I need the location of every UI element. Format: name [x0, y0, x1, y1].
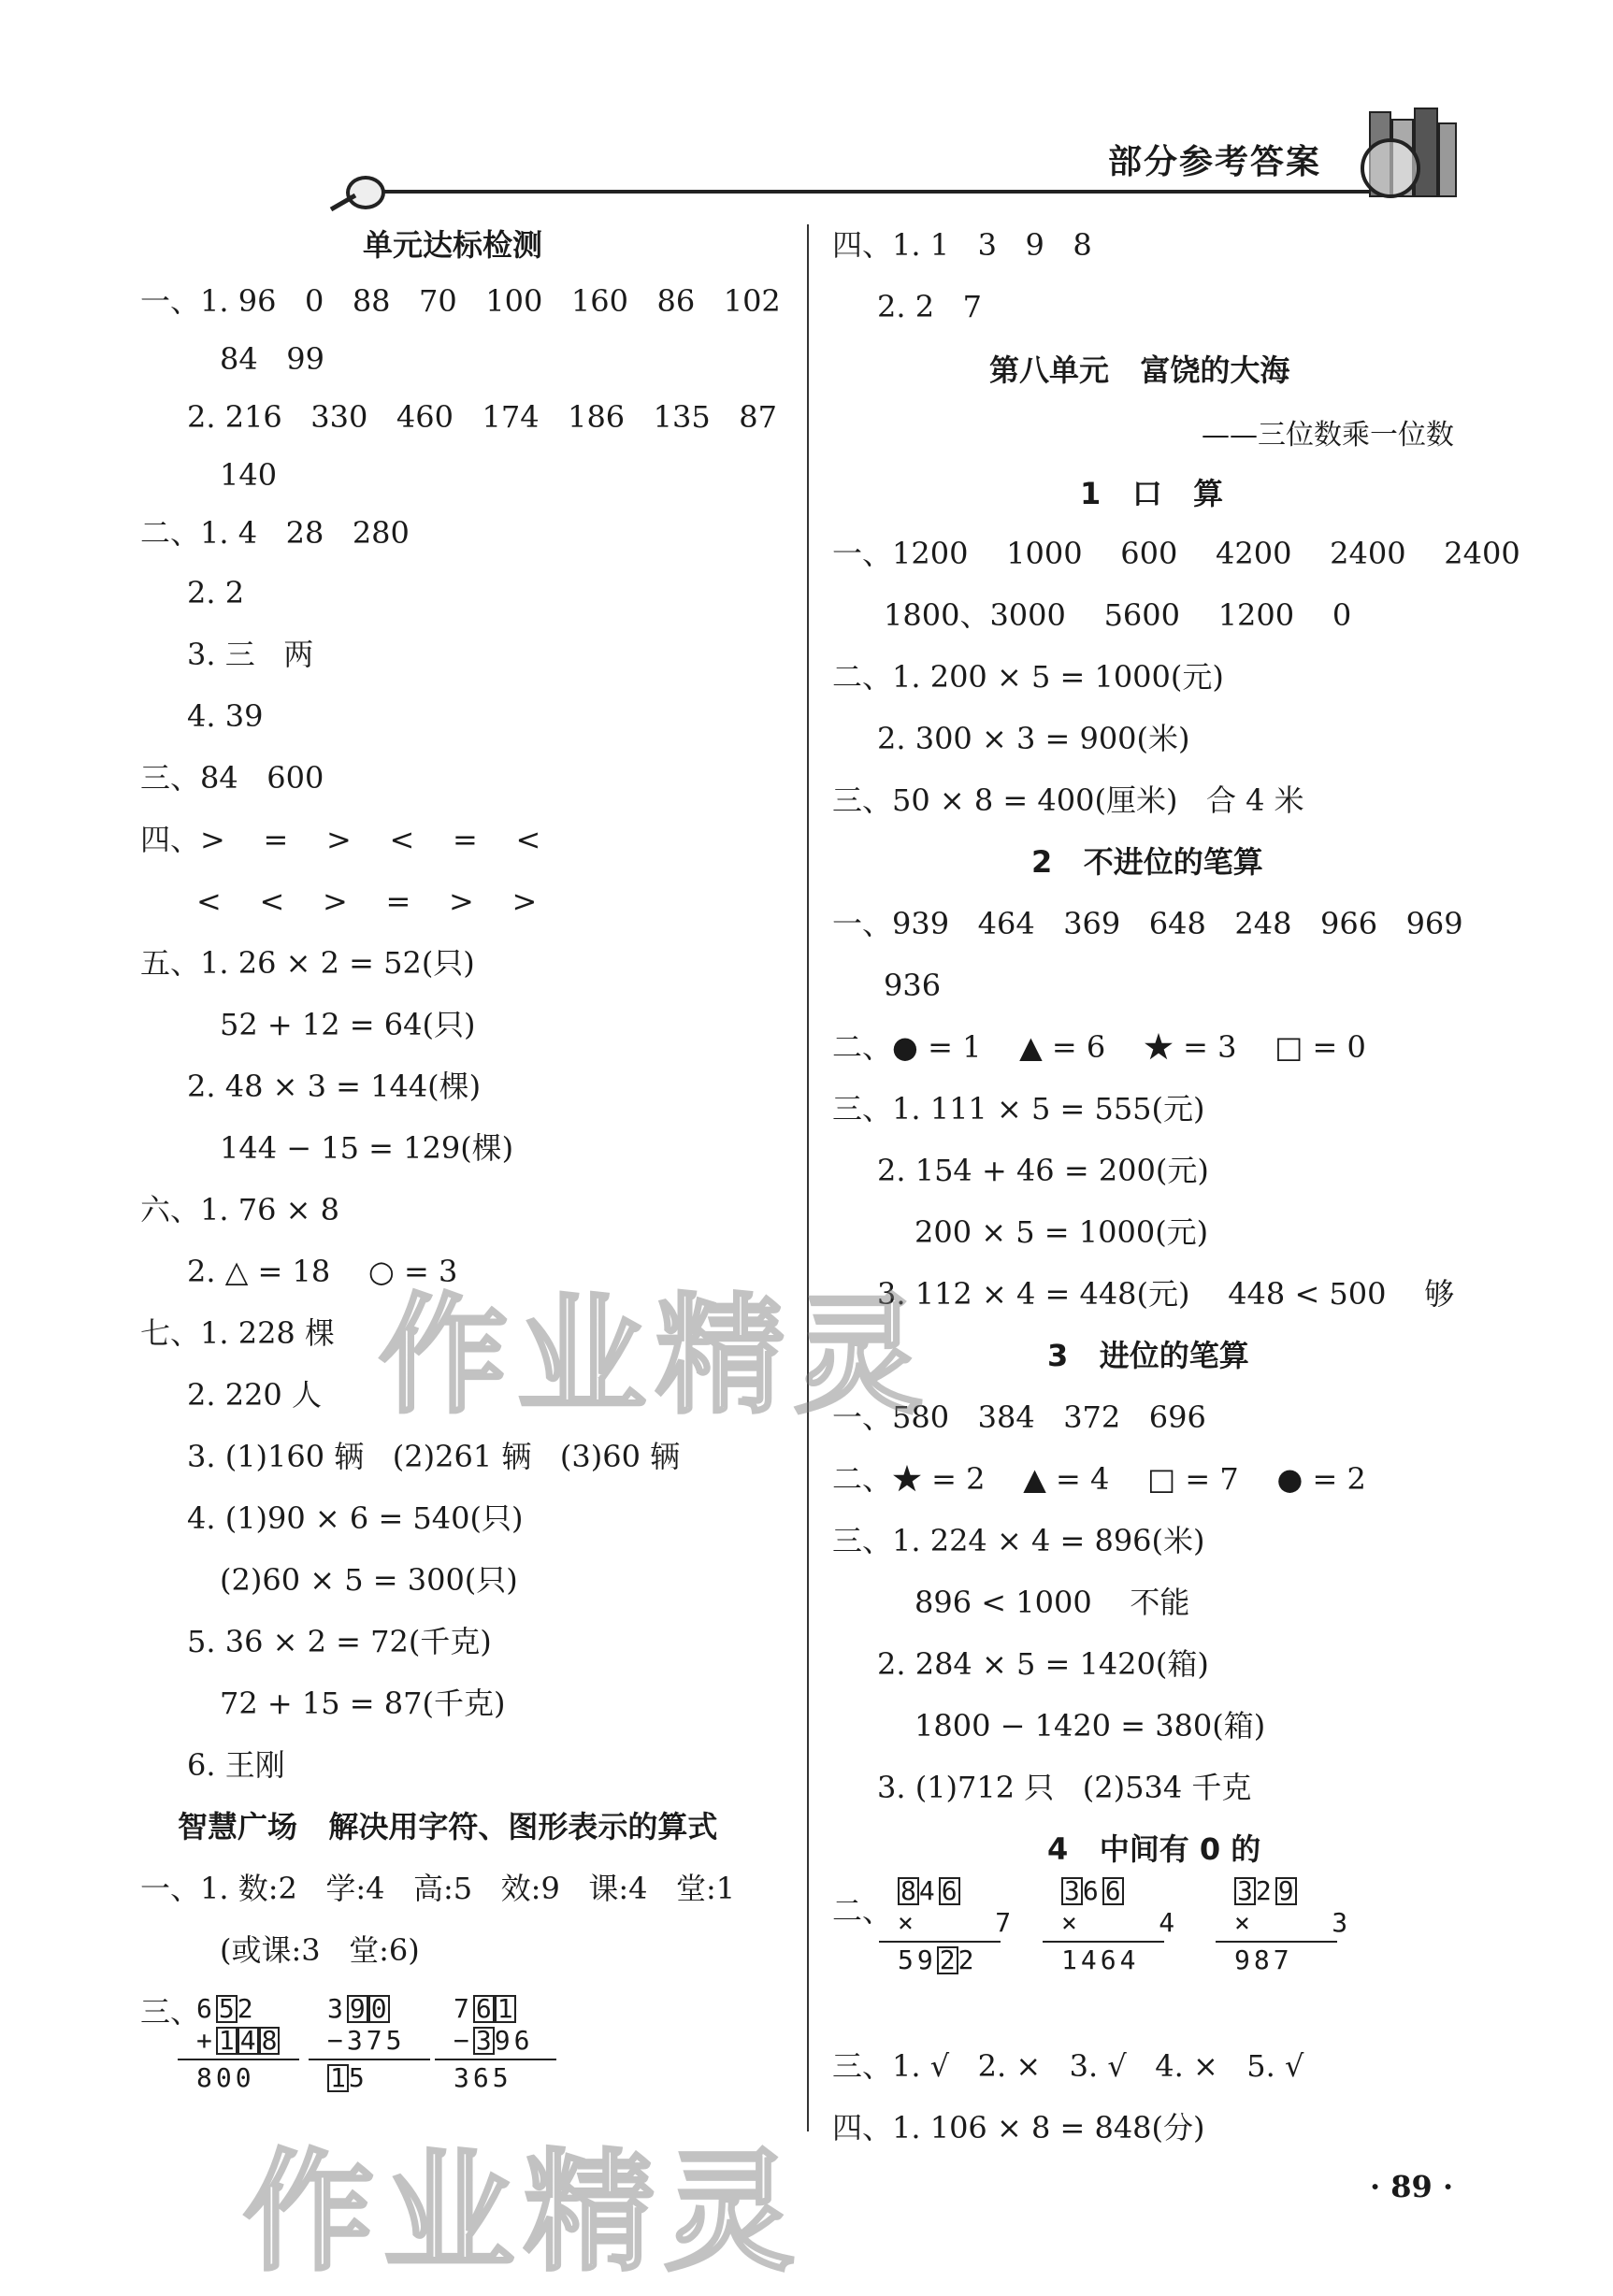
left-line-7: 3. 三 两: [187, 637, 314, 672]
right-line-27: 三、1. √ 2. × 3. √ 4. × 5. √: [832, 2048, 1304, 2084]
right-line-20: 三、1. 224 × 4 = 896(米): [832, 1523, 1205, 1558]
left-line-9: 三、84 600: [140, 760, 324, 796]
right-calc-0-res: 59 2 2: [898, 1944, 978, 1975]
right-line-19: 二、★ = 2 ▲ = 4 □ = 7 ● = 2: [832, 1461, 1366, 1497]
right-line-23: 1800 − 1420 = 380(箱): [915, 1708, 1266, 1744]
left-line-23: 5. 36 × 2 = 72(千克): [187, 1624, 492, 1659]
right-line-3: 1 口 算: [1080, 476, 1224, 511]
watermark-bottom: 作业精灵: [243, 2137, 805, 2289]
left-line-27: 一、1. 数:2 学:4 高:5 效:9 课:4 堂:1: [140, 1871, 736, 1906]
left-calc-1-res: 1 5: [327, 2062, 368, 2093]
right-line-10: 一、939 464 369 648 248 966 969: [832, 906, 1463, 941]
left-line-17: 2. △ = 18 ○ = 3: [187, 1254, 458, 1289]
left-line-21: 4. (1)90 × 6 = 540(只): [187, 1500, 524, 1536]
left-calc-2-res: 365: [454, 2062, 512, 2093]
left-calc-1-rule: [309, 2059, 430, 2060]
left-line-24: 72 + 15 = 87(千克): [220, 1686, 506, 1721]
right-line-22: 2. 284 × 5 = 1420(箱): [877, 1646, 1209, 1682]
left-line-3: 2. 216 330 460 174 186 135 87: [187, 399, 777, 435]
left-line-1: 一、1. 96 0 88 70 100 160 86 102: [140, 283, 781, 319]
left-line-15: 144 − 15 = 129(棵): [220, 1130, 514, 1166]
left-line-14: 2. 48 × 3 = 144(棵): [187, 1069, 482, 1104]
right-line-17: 3 进位的笔算: [1047, 1338, 1249, 1373]
left-line-20: 3. (1)160 辆 (2)261 辆 (3)60 辆: [187, 1439, 681, 1474]
left-calc-2-op: − 3 96: [454, 2025, 534, 2056]
unit-subtitle: ——三位数乘一位数: [1202, 419, 1454, 452]
column-divider: [807, 224, 809, 2131]
left-calc-0-rule: [178, 2059, 299, 2060]
left-line-25: 6. 王刚: [187, 1747, 285, 1783]
left-line-26: 智慧广场 解决用字符、图形表示的算式: [178, 1809, 718, 1844]
left-line-10: 四、> = > < = <: [140, 822, 541, 857]
left-line-2: 84 99: [220, 341, 324, 377]
left-line-4: 140: [220, 457, 278, 493]
right-calc-1-rule: [1043, 1941, 1164, 1943]
left-line-19: 2. 220 人: [187, 1377, 322, 1413]
left-line-5: 二、1. 4 28 280: [140, 515, 410, 551]
right-line-0: 四、1. 1 3 9 8: [832, 227, 1092, 263]
right-calc-2-rule: [1216, 1941, 1337, 1943]
right-line-6: 二、1. 200 × 5 = 1000(元): [832, 659, 1224, 695]
right-calc-1-top: 3 6 6: [1061, 1875, 1124, 1906]
left-line-28: (或课:3 堂:6): [220, 1932, 420, 1968]
left-line-18: 七、1. 228 棵: [140, 1315, 335, 1351]
right-calc-2-res: 987: [1234, 1944, 1293, 1975]
right-line-14: 2. 154 + 46 = 200(元): [877, 1153, 1209, 1188]
left-line-12: 五、1. 26 × 2 = 52(只): [140, 945, 475, 981]
right-line-1: 2. 2 7: [877, 289, 982, 324]
right-line-18: 一、580 384 372 696: [832, 1399, 1206, 1435]
right-line-9: 2 不进位的笔算: [1031, 844, 1263, 880]
right-calc-0-rule: [879, 1941, 1001, 1943]
header-rule: [369, 190, 1370, 194]
left-line-13: 52 + 12 = 64(只): [220, 1007, 476, 1042]
left-line-22: (2)60 × 5 = 300(只): [220, 1562, 518, 1598]
left-calc-0-res: 800: [196, 2062, 255, 2093]
right-calc-0-op: × 7: [898, 1907, 1015, 1938]
right-line-7: 2. 300 × 3 = 900(米): [877, 721, 1190, 756]
left-calc-1-op: −375: [327, 2025, 406, 2056]
right-calc-1-res: 1464: [1061, 1944, 1140, 1975]
header-title: 部分参考答案: [1108, 143, 1322, 181]
page-number: · 89 ·: [1370, 2169, 1454, 2204]
right-calc-0-top: 8 4 6: [898, 1875, 960, 1906]
right-line-25: 4 中间有 0 的: [1047, 1831, 1261, 1867]
left-calc-1-top: 3 9 0: [327, 1993, 390, 2024]
left-line-8: 4. 39: [187, 698, 264, 734]
right-line-15: 200 × 5 = 1000(元): [915, 1214, 1209, 1250]
right-line-2: 第八单元 富饶的大海: [989, 352, 1290, 388]
left-calc-2-rule: [435, 2059, 556, 2060]
right-line-11: 936: [884, 968, 942, 1003]
right-calc-2-top: 3 2 9: [1234, 1875, 1297, 1906]
left-line-16: 六、1. 76 × 8: [140, 1192, 339, 1227]
magnifier-icon: [346, 176, 385, 209]
right-line-26: 二、: [832, 1893, 893, 1929]
left-calc-0-top: 6 5 2: [196, 1993, 257, 2024]
right-calc-2-op: × 3: [1234, 1907, 1352, 1938]
left-line-0: 单元达标检测: [363, 227, 543, 263]
right-line-5: 1800、3000 5600 1200 0: [884, 597, 1352, 633]
right-line-13: 三、1. 111 × 5 = 555(元): [832, 1091, 1205, 1126]
right-line-16: 3. 112 × 4 = 448(元) 448 < 500 够: [877, 1276, 1455, 1312]
left-calc-0-op: + 1 4 8: [196, 2025, 280, 2056]
right-calc-1-op: × 4: [1061, 1907, 1179, 1938]
right-line-24: 3. (1)712 只 (2)534 千克: [877, 1770, 1252, 1805]
left-line-11: < < > = > >: [196, 883, 538, 919]
left-line-29: 三、: [140, 1994, 201, 2030]
right-line-8: 三、50 × 8 = 400(厘米) 合 4 米: [832, 782, 1304, 818]
right-line-28: 四、1. 106 × 8 = 848(分): [832, 2110, 1205, 2145]
right-line-4: 一、1200 1000 600 4200 2400 2400: [832, 536, 1520, 571]
right-line-12: 二、● = 1 ▲ = 6 ★ = 3 □ = 0: [832, 1029, 1366, 1065]
right-line-21: 896 < 1000 不能: [915, 1585, 1190, 1620]
watermark-mid: 作业精灵: [379, 1281, 933, 1431]
left-calc-2-top: 7 6 1: [454, 1993, 516, 2024]
left-line-6: 2. 2: [187, 575, 245, 610]
books-icon: [1351, 103, 1463, 206]
